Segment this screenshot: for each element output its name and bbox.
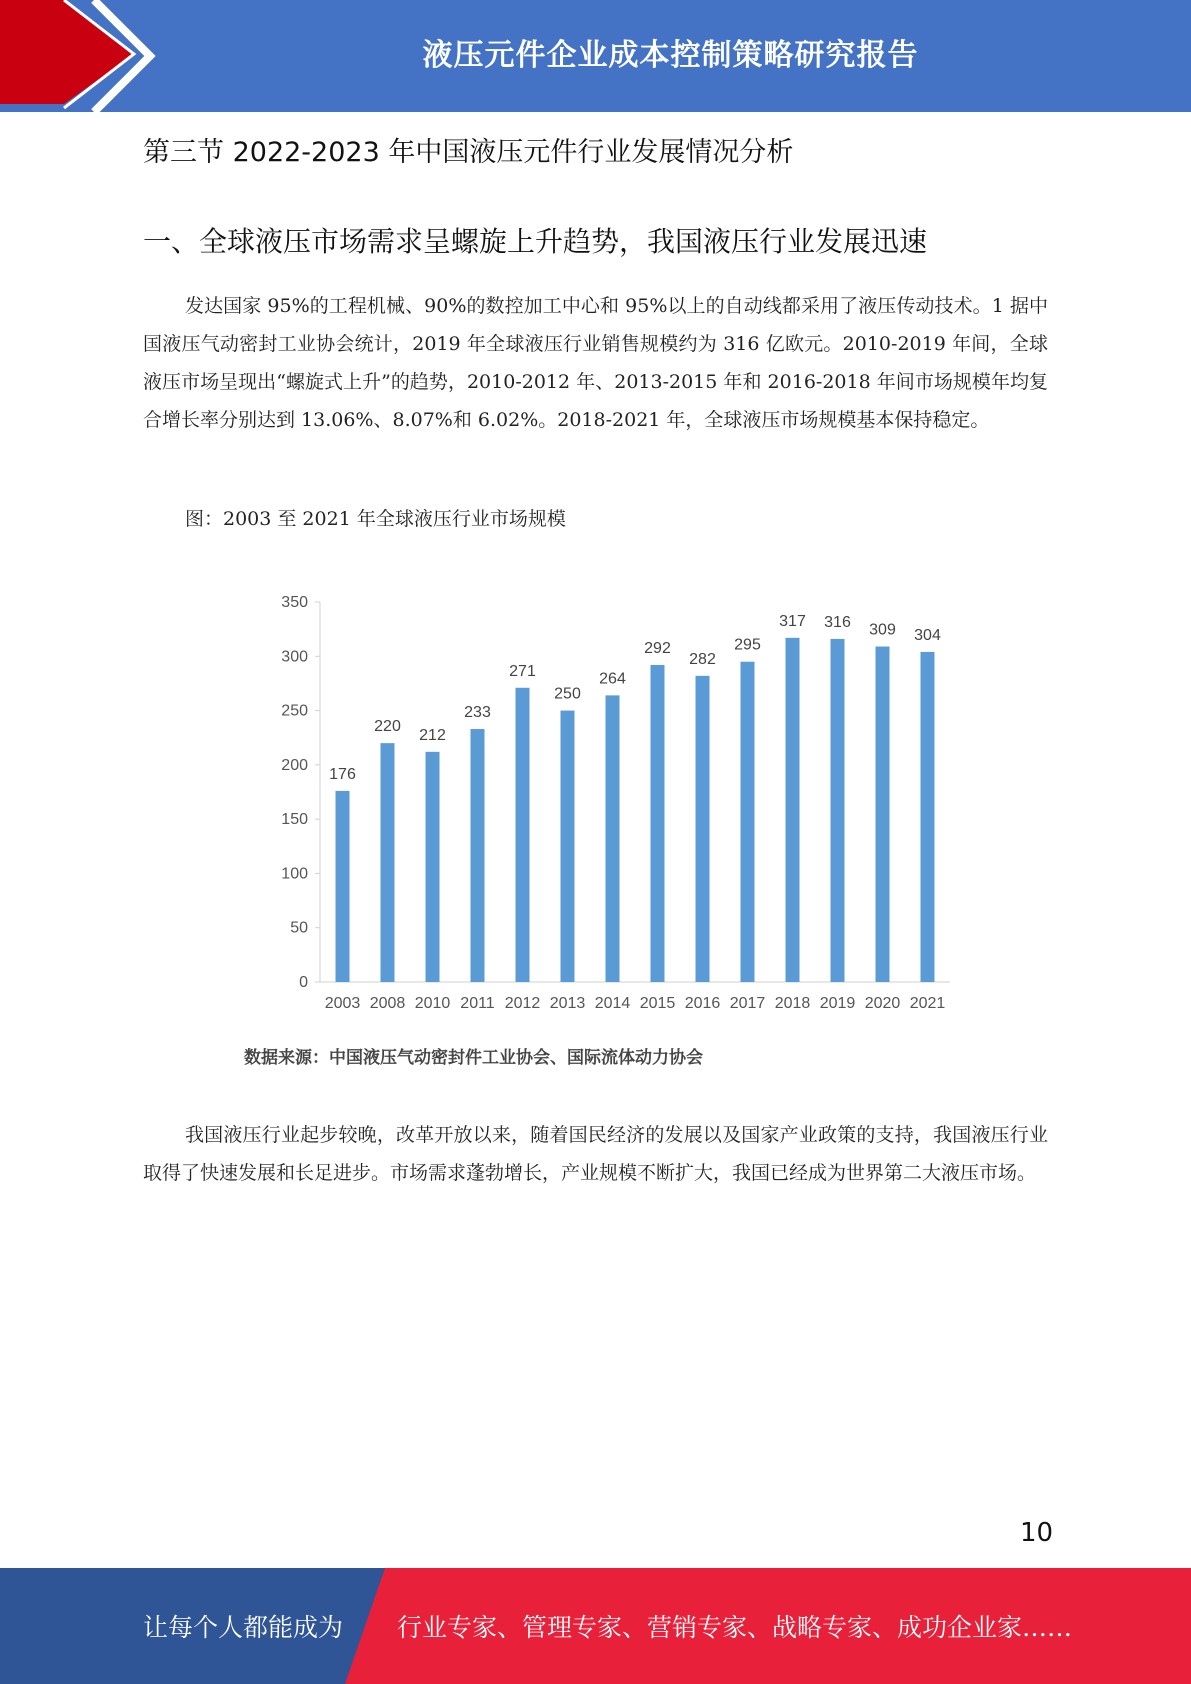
data-label-2013: 250 — [554, 685, 581, 703]
bar-2021 — [921, 652, 935, 982]
data-label-2010: 212 — [419, 726, 446, 744]
y-tick-label: 0 — [299, 974, 308, 991]
y-tick-label: 250 — [281, 702, 308, 720]
page-header — [0, 0, 1191, 112]
bar-chart — [260, 580, 960, 1020]
bar-2008 — [381, 743, 395, 982]
data-label-2015: 292 — [644, 639, 671, 657]
x-tick-label-2016: 2016 — [684, 995, 721, 1012]
bar-2011 — [471, 729, 485, 982]
x-tick-label-2014: 2014 — [594, 995, 631, 1012]
page-footer — [0, 1568, 1191, 1684]
paragraph-china-market: 我国液压行业起步较晚，改革开放以来，随着国民经济的发展以及国家产业政策的支持，我国液压行业取得了快速发展和长足进步。市场需求蓬勃增长，产业规模不断扩大，我国已经成为世界第二大液压市场。 — [143, 1124, 1048, 1184]
x-tick-label-2003: 2003 — [324, 995, 361, 1012]
figure-caption: 图：2003 至 2021 年全球液压行业市场规模 — [185, 508, 566, 530]
x-tick-label-2020: 2020 — [864, 995, 901, 1012]
bar-2014 — [606, 695, 620, 982]
bar-2016 — [696, 676, 710, 982]
bar-2012 — [516, 688, 530, 982]
data-label-2011: 233 — [464, 704, 491, 722]
bar-2017 — [741, 662, 755, 982]
bar-2015 — [651, 665, 665, 982]
x-tick-label-2011: 2011 — [460, 995, 495, 1012]
x-tick-label-2013: 2013 — [549, 995, 586, 1012]
bar-2013 — [561, 711, 575, 982]
x-tick-label-2019: 2019 — [819, 995, 856, 1012]
x-tick-label-2015: 2015 — [639, 995, 676, 1012]
section-heading: 第三节 2022-2023 年中国液压元件行业发展情况分析 — [143, 137, 794, 168]
bar-2019 — [831, 639, 845, 982]
data-label-2021: 304 — [914, 626, 941, 644]
y-tick-label: 150 — [281, 811, 308, 829]
y-tick-label: 50 — [290, 919, 308, 937]
x-tick-label-2018: 2018 — [774, 995, 811, 1012]
paragraph-global-market: 发达国家 95%的工程机械、90%的数控加工中心和 95%以上的自动线都采用了液压传动技术。1 据中国液压气动密封工业协会统计，2019 年全球液压行业销售规模约为 316 亿欧元。2010-2019 年间，全球液压市场呈现出“螺旋式上升”的趋势，2010-2012 年、2013-2015 年和 2016-2018 年间市场规模年均复合增长率分别达到 13.06%、8.07%和 6.02%。2018-2021 年，全球液压市场规模基本保持稳定。 — [143, 295, 1048, 431]
bar-2020 — [876, 647, 890, 982]
footer-slogan-right: 行业专家、管理专家、营销专家、战略专家、成功企业家…… — [397, 1613, 1073, 1642]
data-label-2019: 316 — [824, 613, 851, 631]
sub-heading: 一、全球液压市场需求呈螺旋上升趋势，我国液压行业发展迅速 — [143, 225, 928, 258]
source-note: 数据来源：中国液压气动密封件工业协会、国际流体动力协会 — [244, 1048, 703, 1068]
data-label-2012: 271 — [509, 662, 536, 680]
bar-2018 — [786, 638, 800, 982]
data-label-2020: 309 — [869, 621, 896, 639]
x-tick-label-2017: 2017 — [729, 995, 766, 1012]
y-tick-label: 300 — [281, 648, 308, 666]
page-number: 10 — [1020, 1518, 1054, 1548]
data-label-2017: 295 — [734, 636, 761, 654]
report-title: 液压元件企业成本控制策略研究报告 — [422, 38, 919, 73]
bar-2003 — [336, 791, 350, 982]
x-tick-label-2012: 2012 — [504, 995, 541, 1012]
data-label-2003: 176 — [329, 765, 356, 783]
footer-slogan-left: 让每个人都能成为 — [143, 1613, 344, 1642]
data-label-2018: 317 — [779, 612, 806, 630]
y-tick-label: 200 — [281, 756, 308, 774]
bar-2010 — [426, 752, 440, 982]
x-tick-label-2008: 2008 — [369, 995, 406, 1012]
header-arrow-decoration — [0, 0, 160, 112]
x-tick-label-2010: 2010 — [414, 995, 451, 1012]
data-label-2016: 282 — [689, 650, 716, 668]
data-label-2014: 264 — [599, 670, 626, 688]
y-tick-label: 350 — [281, 594, 308, 611]
data-label-2008: 220 — [374, 718, 401, 736]
x-tick-label-2021: 2021 — [909, 995, 946, 1012]
bar-chart-svg — [260, 580, 960, 1020]
y-tick-label: 100 — [281, 865, 308, 883]
